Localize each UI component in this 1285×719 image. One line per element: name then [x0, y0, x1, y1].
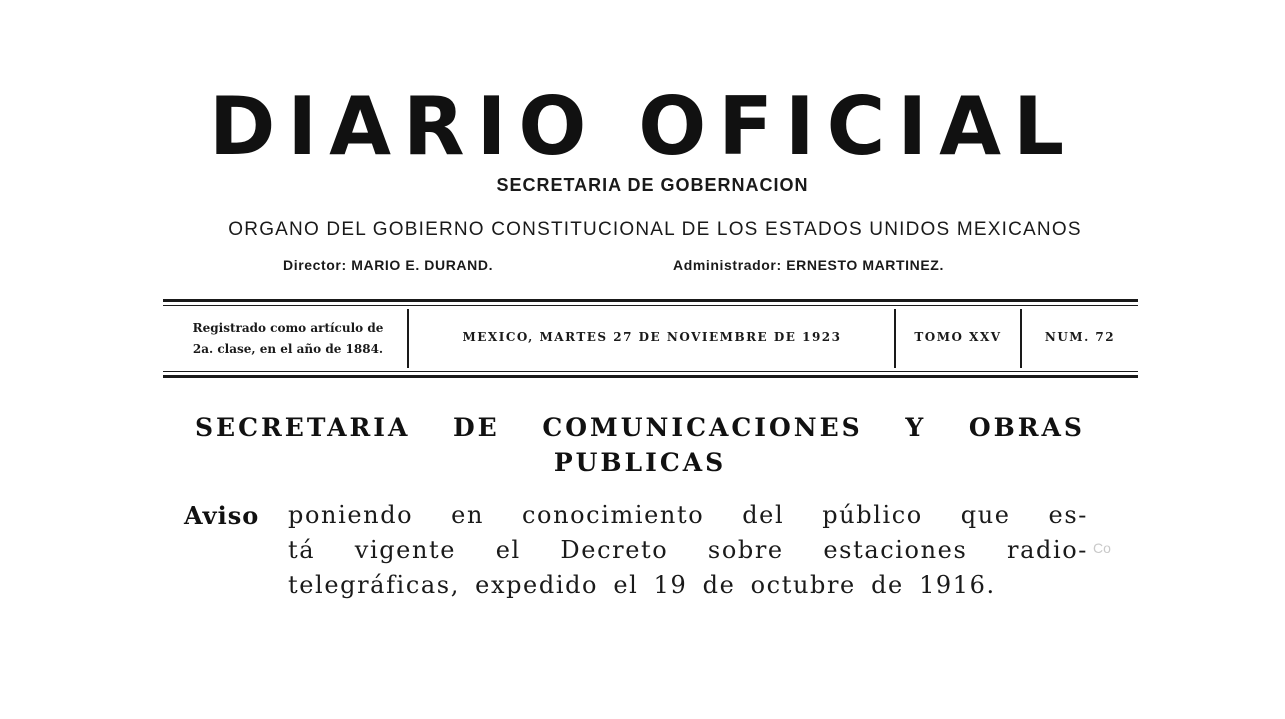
column-divider	[407, 309, 409, 368]
copyright-watermark: Co	[1093, 540, 1111, 556]
notice-body	[288, 498, 1088, 603]
administrator-credit: Administrador: ERNESTO MARTINEZ.	[673, 257, 944, 273]
masthead-title: DIARIO OFICIAL	[208, 80, 1077, 173]
ministry-subtitle: SECRETARIA DE GOBERNACION	[496, 175, 809, 195]
notice-line: telegráficas, expedido el 19 de octubre de 1916.	[288, 571, 996, 599]
registration-line: Registrado como artículo de	[192, 321, 384, 335]
organ-line: ORGANO DEL GOBIERNO CONSTITUCIONAL DE LOS ESTADOS UNIDOS MEXICANOS	[228, 219, 1082, 240]
notice-lead-word: Aviso	[184, 501, 260, 530]
issue-date: MEXICO, MARTES 27 DE NOVIEMBRE DE 1923	[462, 330, 842, 344]
director-credit: Director: MARIO E. DURAND.	[283, 257, 494, 273]
registration-line: 2a. clase, en el año de 1884.	[192, 342, 384, 356]
registration-note	[172, 318, 404, 360]
issue-number: NUM. 72	[1044, 330, 1116, 344]
section-heading-line: PUBLICAS	[553, 448, 727, 477]
top-rule-thin	[163, 305, 1138, 306]
notice-line: poniendo en conocimiento del público que es-	[288, 501, 1088, 529]
section-heading-line: SECRETARIA DE COMUNICACIONES Y OBRAS	[195, 413, 1085, 442]
bottom-rule-thin	[163, 371, 1138, 372]
top-rule-thick	[163, 299, 1138, 302]
section-heading	[195, 410, 1085, 480]
volume-number: TOMO XXV	[914, 330, 1002, 344]
bottom-rule-thick	[163, 375, 1138, 378]
notice-line: tá vigente el Decreto sobre estaciones radio-	[288, 536, 1088, 564]
